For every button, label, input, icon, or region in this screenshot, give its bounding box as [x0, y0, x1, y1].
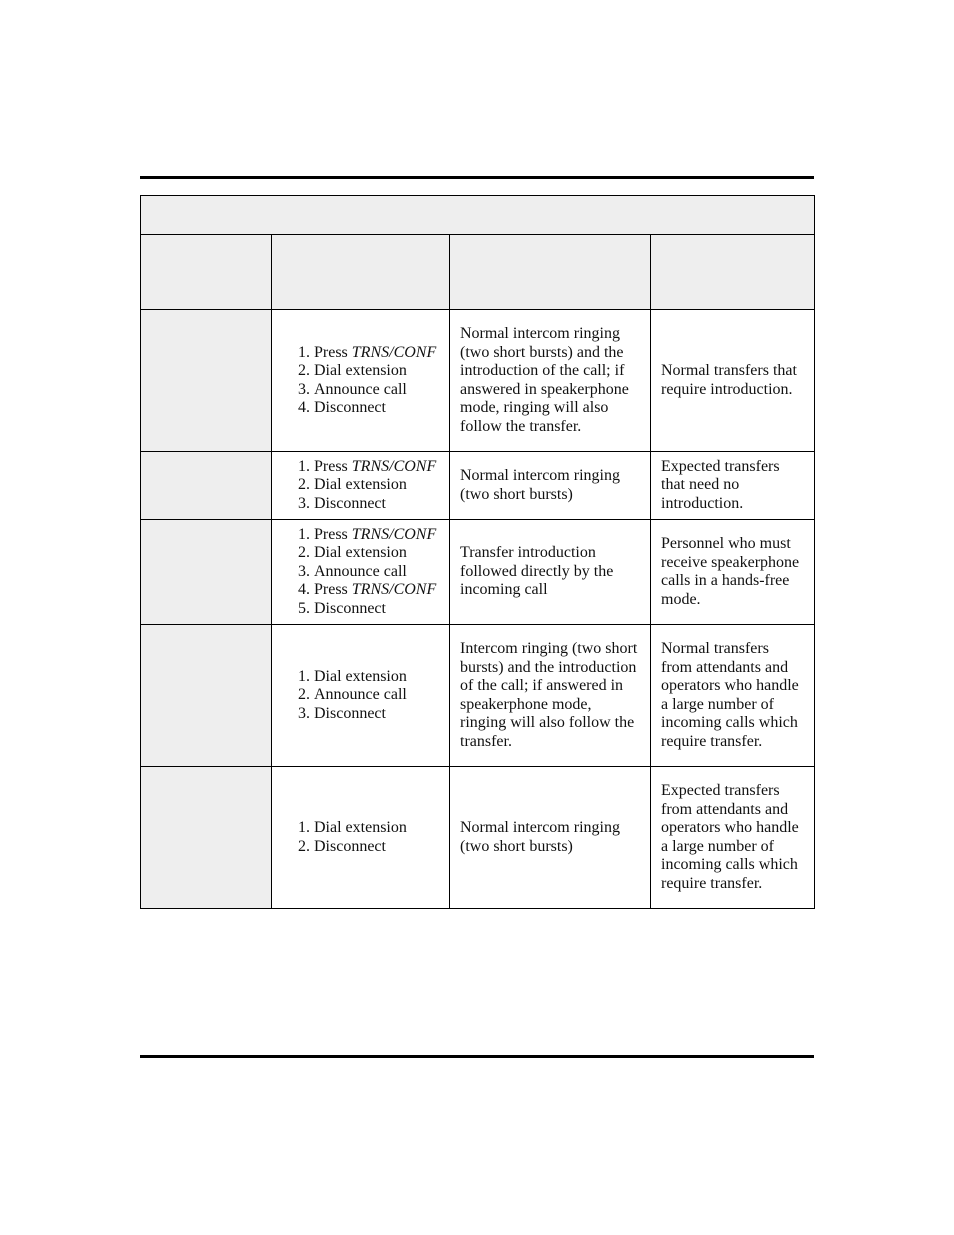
- ringing-cell: Normal intercom ringing (two short bursts) and the introduction of the call; if answered in speakerphone mode, ringing will also follow the transfer.: [450, 310, 651, 452]
- step-item: 2. Announce call: [314, 686, 439, 705]
- use-cell: Expected transfers that need no introduction.: [651, 452, 815, 520]
- table-header-row: [141, 235, 815, 310]
- step-item: 1. Press TRNS/CONF: [314, 526, 439, 545]
- use-cell: Personnel who must receive speakerphone calls in a hands-free mode.: [651, 520, 815, 625]
- steps-list: [282, 819, 439, 856]
- steps-list: [282, 458, 439, 514]
- transfer-methods-table: [140, 195, 815, 909]
- step-item: 3. Announce call: [314, 381, 439, 400]
- ringing-cell: Transfer introduction followed directly by the incoming call: [450, 520, 651, 625]
- steps-cell: [272, 767, 450, 909]
- table-row: [141, 310, 815, 452]
- steps-list: [282, 526, 439, 619]
- transfer-type-cell: [141, 625, 272, 767]
- trns-conf-key: TRNS/CONF: [351, 581, 437, 599]
- header-cell-type: [141, 235, 272, 310]
- ringing-cell: Intercom ringing (two short bursts) and the introduction of the call; if answered in speakerphone mode, ringing will also follow the transfer.: [450, 625, 651, 767]
- step-item: 5. Disconnect: [314, 600, 439, 619]
- trns-conf-key: TRNS/CONF: [351, 525, 437, 543]
- step-item: 2. Dial extension: [314, 476, 439, 495]
- steps-list: [282, 668, 439, 724]
- table-title-row: [141, 196, 815, 235]
- table-row: [141, 452, 815, 520]
- header-cell-ringing: [450, 235, 651, 310]
- steps-cell: [272, 520, 450, 625]
- steps-list: [282, 344, 439, 418]
- use-cell: Expected transfers from attendants and operators who handle a large number of incoming calls which require transfer.: [651, 767, 815, 909]
- trns-conf-key: TRNS/CONF: [351, 343, 437, 361]
- step-item: 3. Disconnect: [314, 495, 439, 514]
- table-row: [141, 520, 815, 625]
- use-cell: Normal transfers from attendants and operators who handle a large number of incoming calls which require transfer.: [651, 625, 815, 767]
- transfer-type-cell: [141, 452, 272, 520]
- use-cell: Normal transfers that require introduction.: [651, 310, 815, 452]
- transfer-type-cell: [141, 767, 272, 909]
- steps-cell: [272, 452, 450, 520]
- step-item: 2. Dial extension: [314, 362, 439, 381]
- steps-cell: [272, 625, 450, 767]
- table-row: [141, 625, 815, 767]
- step-item: 4. Disconnect: [314, 399, 439, 418]
- header-cell-use: [651, 235, 815, 310]
- ringing-cell: Normal intercom ringing (two short bursts): [450, 452, 651, 520]
- step-item: 1. Dial extension: [314, 819, 439, 838]
- top-rule: [140, 176, 814, 179]
- step-item: 2. Dial extension: [314, 544, 439, 563]
- step-item: 1. Press TRNS/CONF: [314, 458, 439, 477]
- steps-cell: [272, 310, 450, 452]
- transfer-type-cell: [141, 310, 272, 452]
- step-item: 4. Press TRNS/CONF: [314, 581, 439, 600]
- table-title-cell: [141, 196, 815, 235]
- ringing-cell: Normal intercom ringing (two short bursts): [450, 767, 651, 909]
- bottom-rule: [140, 1055, 814, 1058]
- step-item: 3. Announce call: [314, 563, 439, 582]
- header-cell-steps: [272, 235, 450, 310]
- step-item: 1. Press TRNS/CONF: [314, 344, 439, 363]
- trns-conf-key: TRNS/CONF: [351, 457, 437, 475]
- table-row: [141, 767, 815, 909]
- step-item: 3. Disconnect: [314, 705, 439, 724]
- step-item: 2. Disconnect: [314, 838, 439, 857]
- step-item: 1. Dial extension: [314, 668, 439, 687]
- transfer-type-cell: [141, 520, 272, 625]
